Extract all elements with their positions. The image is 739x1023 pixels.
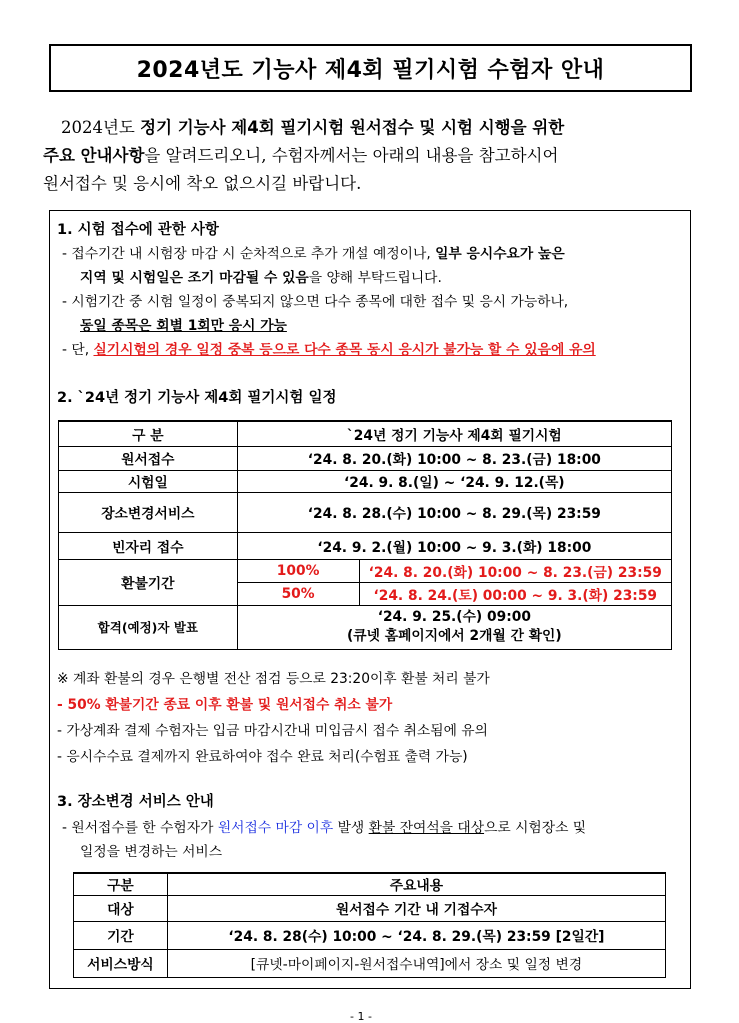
page-number: - 1 - bbox=[350, 1010, 372, 1023]
refund-notes: ※ 계좌 환불의 경우 은행별 전산 점검 등으로 23:20이후 환불 처리 불가 - 50% 환불기간 종료 이후 환불 및 원서접수 취소 불가 - 가상계좌 결제 수험자는 입금 마감시간내 미입금시 접수 취소됨에 유의 - 응시수수료 결제까지 완료하여야 접수 완료 처리(수험표 출력 가능) bbox=[57, 671, 490, 765]
section-3-bullets: - 원서접수를 한 수험자가 원서접수 마감 이후 발생 환불 잔여석을 대상으로 시험장소 및 일정을 변경하는 서비스 bbox=[62, 820, 587, 860]
page-title: 2024년도 기능사 제4회 필기시험 수험자 안내 bbox=[49, 44, 692, 92]
schedule-table: 구 분 `24년 정기 기능사 제4회 필기시험 원서접수 ‘24. 8. 20.(화) 10:00 ~ 8. 23.(금) 18:00 시험일 ‘24. 9. 8.(일) ~ ‘24. 9. 12.(목) 장소변경서비스 ‘24. 8. 28.(수) 10:00 ~ 8. 29.(목) 23:59 빈자리 접수 ‘24. 9. 2.(월) 10:00 ~ 9. 3.(화) 18:00 환불기간 100% ‘24. 8. 20.(화) 10:00 ~ 8. 23.(금) 23:59 50% ‘24. 8. 24.(토) 00:00 ~ 9. 3.(화) 23:59 합격(예정)자 발표 ‘24. 9. 25.(수) 09:00 (큐넷 홈페이지에서 2개월 간 확인) bbox=[58, 420, 672, 650]
section-2-title: 2. `24년 정기 기능사 제4회 필기시험 일정 bbox=[57, 390, 337, 406]
section-3-title: 3. 장소변경 서비스 안내 bbox=[57, 794, 214, 810]
intro-paragraph: 2024년도 정기 기능사 제4회 필기시험 원서접수 및 시험 시행을 위한 주요 안내사항을 알려드리오니, 수험자께서는 아래의 내용을 참고하시어 원서접수 및 응시에 착오 없으시길 바랍니다. bbox=[43, 118, 565, 193]
location-change-table: 구분 주요내용 대상 원서접수 기간 내 기접수자 기간 ‘24. 8. 28(수) 10:00 ~ ‘24. 8. 29.(목) 23:59 [2일간] 서비스방식 [큐넷-마이페이지-원서접수내역]에서 장소 및 일정 변경 bbox=[73, 872, 666, 978]
section-1-bullets: - 접수기간 내 시험장 마감 시 순차적으로 추가 개설 예정이나, 일부 응시수요가 높은 지역 및 시험일은 조기 마감될 수 있음을 양해 부탁드립니다. - 시험기간 중 시험 일정이 중복되지 않으면 다수 종목에 대한 접수 및 응시 가능하나, 동일 종목은 회별 1회만 응시 가능 - 단, 실기시험의 경우 일정 중복 등으로 다수 종목 동시 응시가 불가능 할 수 있음에 유의 bbox=[62, 246, 596, 358]
section-1-title: 1. 시험 접수에 관한 사항 bbox=[57, 222, 219, 238]
